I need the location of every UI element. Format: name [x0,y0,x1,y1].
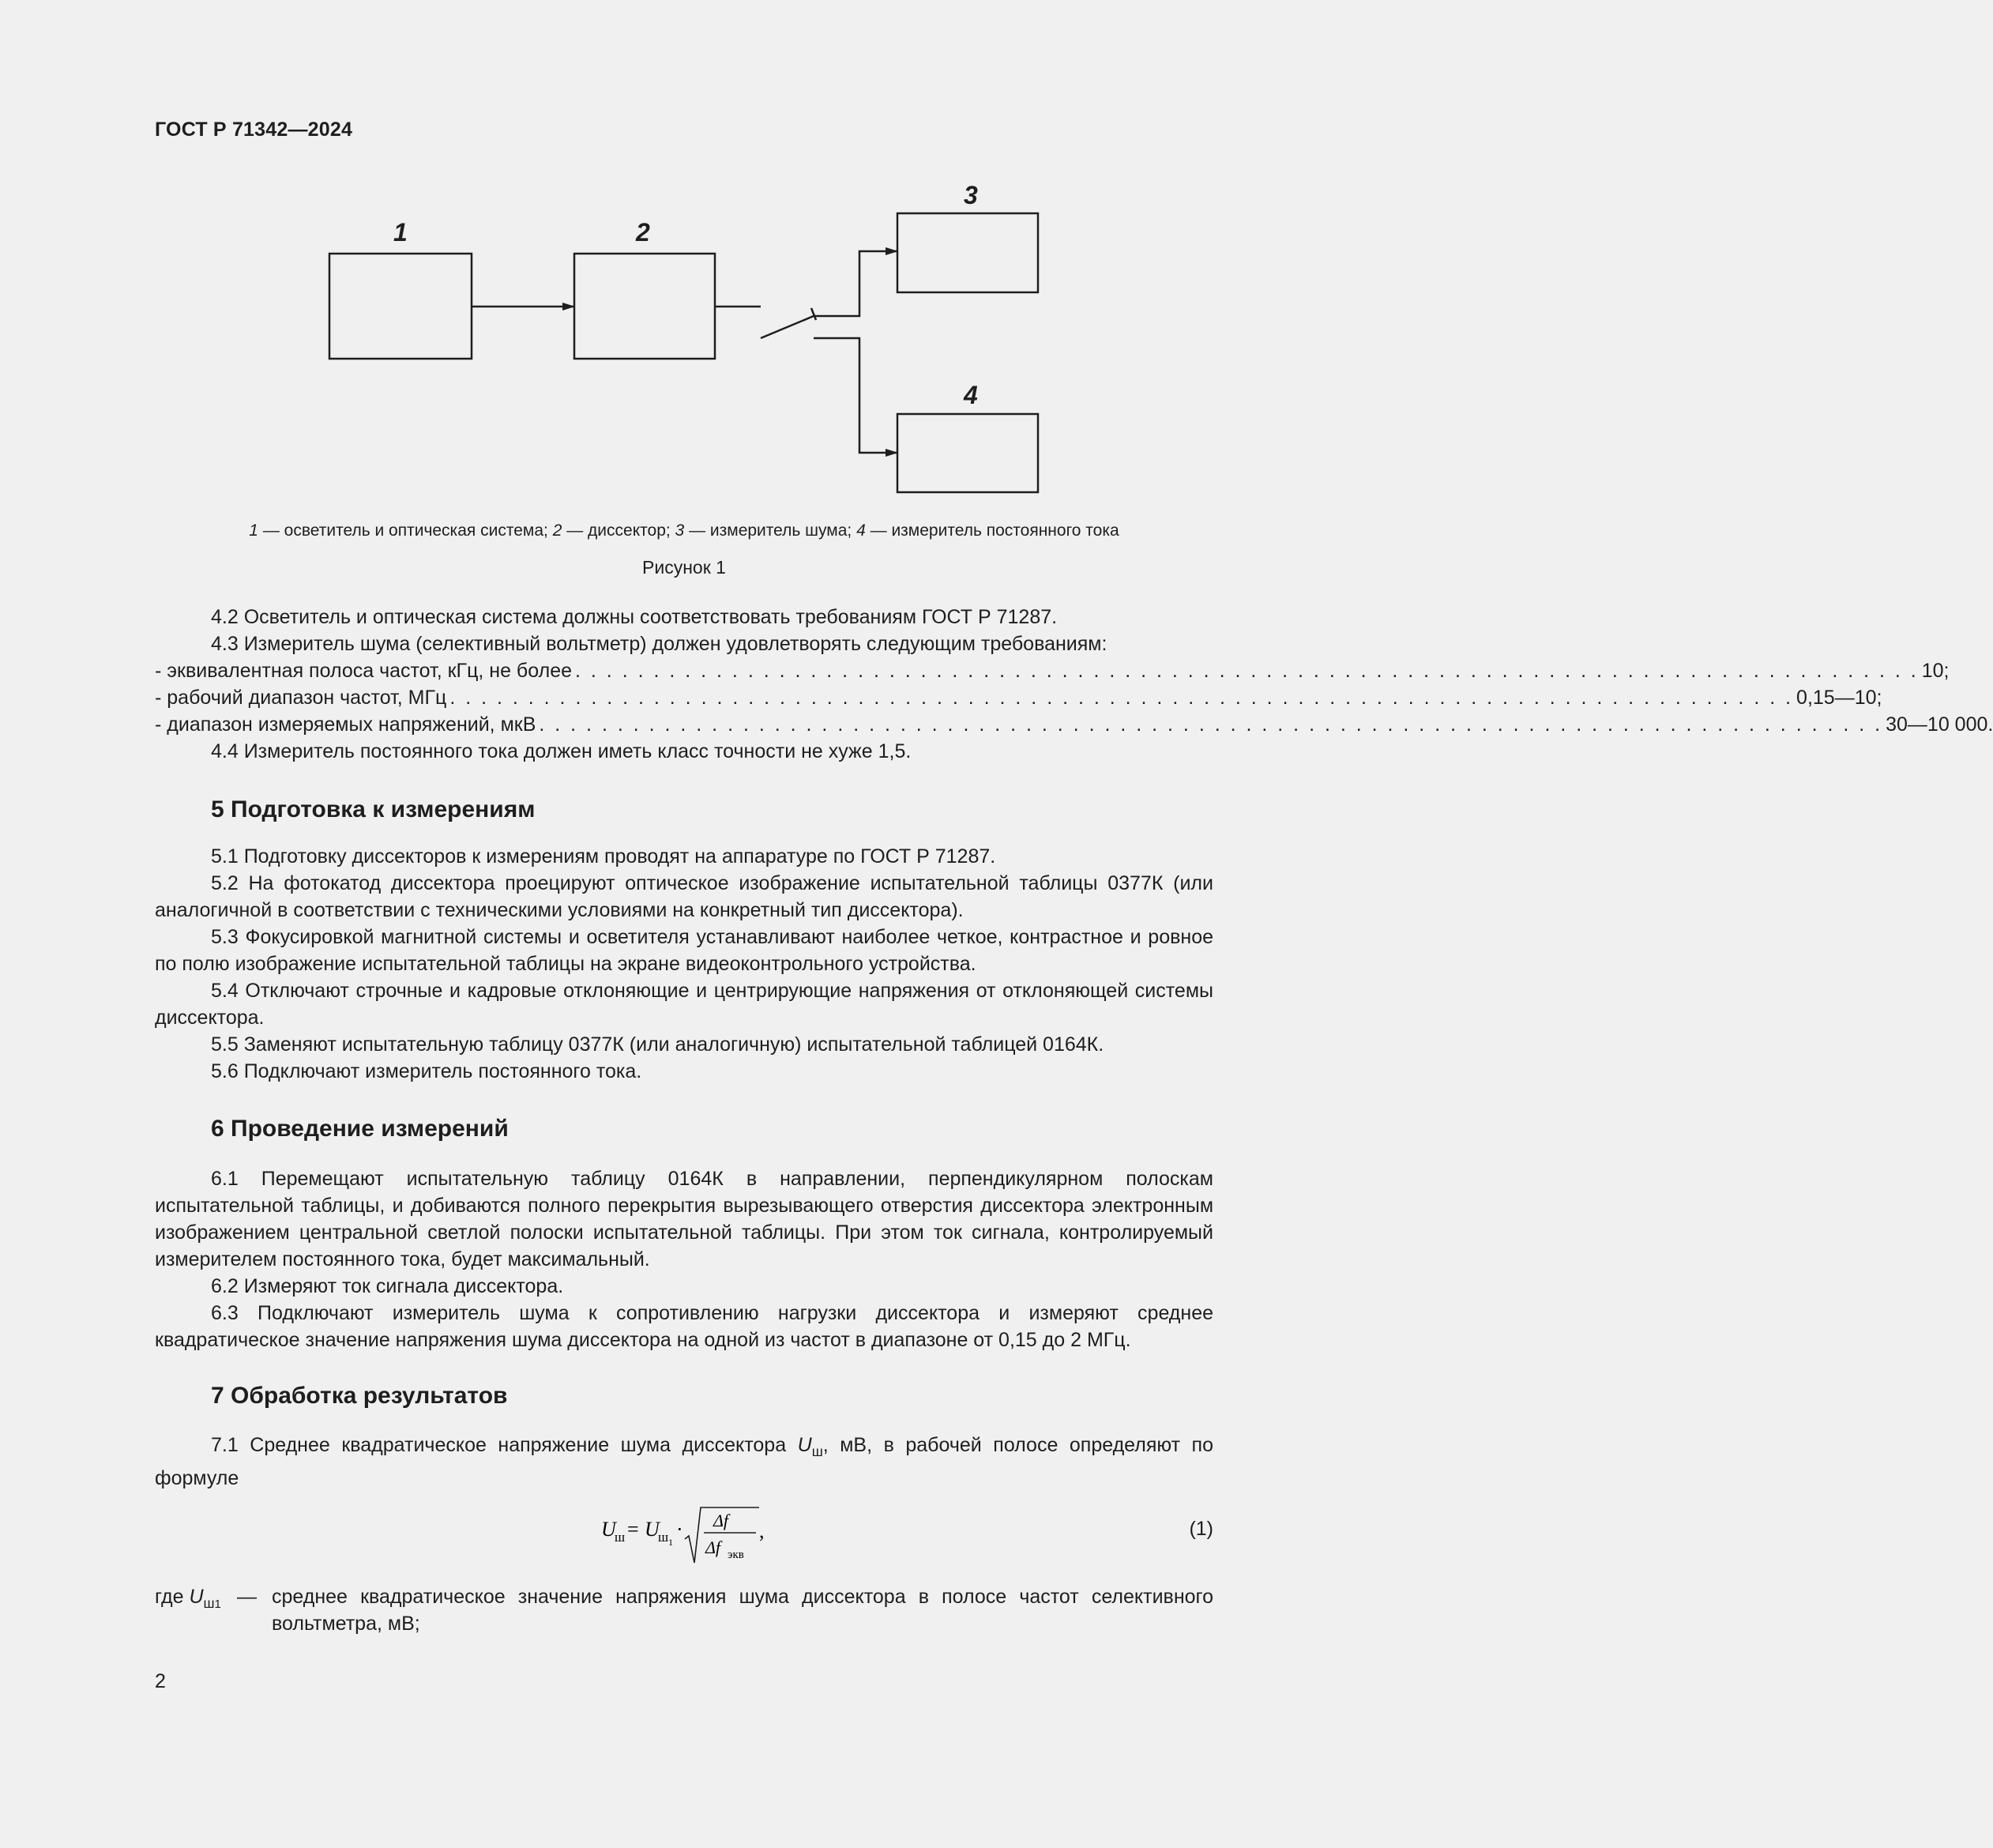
where-label: где [155,1586,190,1608]
section-6-body [155,1165,1213,1353]
section-7 [155,1383,1213,1410]
para-5-5: 5.5 Заменяют испытательную таблицу 0377К (или аналогичную) испытательной таблицей 0164К. [211,1033,1104,1056]
where-dash: — [237,1586,257,1608]
section-5 [155,796,1213,823]
section-7-title: 7 Обработка результатов [211,1383,508,1409]
formula-rhs-sub: ш [658,1530,669,1545]
switch-tick [811,308,816,320]
formula-svg [601,1504,783,1568]
para-7-1-text-a: 7.1 Среднее квадратическое напряжение шума диссектора [211,1434,798,1456]
block-3-noise-meter [897,213,1038,292]
formula-den-sub: экв [728,1549,744,1561]
block-3-number: 3 [964,181,978,209]
leader-dots: . . . . . . . . . . . . . . . . . . . . . . . . . . . . . . . . . . . . . . . . . . . . . . . . . . . . . . . . . . . . . . . . . . . . . . . . . . . . . . . . . . . . . . [449,687,1794,709]
formula-lhs: U [601,1518,616,1541]
leader-dots: . . . . . . . . . . . . . . . . . . . . . . . . . . . . . . . . . . . . . . . . . . . . . . . . . . . . . . . . . . . . . . . . . . . . . . . . . . . . . . . . . . . . . . [575,660,1919,682]
block-diagram [0,0,1307,553]
connector-switch-3 [814,251,897,316]
req-label-2: - рабочий диапазон частот, МГц [155,687,447,709]
legend-text-3: — измеритель шума; [684,521,857,540]
para-5-4: 5.4 Отключают строчные и кадровые отклоняющие и центрирующие напряжения от отклоняющей системы диссектора. [155,980,1213,1029]
section-4-body [155,604,1993,765]
formula-number: (1) [1189,1518,1213,1540]
where-sub: ш [203,1595,215,1611]
legend-num-1: 1 [249,521,258,540]
req-row-3 [155,711,1993,738]
figure-caption: Рисунок 1 [642,557,726,578]
para-4-2: 4.2 Осветитель и оптическая система должны соответствовать требованиям ГОСТ Р 71287. [211,606,1058,628]
para-5-3: 5.3 Фокусировкой магнитной системы и осветителя устанавливают наиболее четкое, контрастное и ровное по полю изображение испытательной таблицы на экране видеоконтрольного устройства. [155,926,1213,975]
block-2-number: 2 [636,218,650,247]
block-1-number: 1 [393,218,408,247]
where-subsub: 1 [214,1598,221,1611]
para-6-1: 6.1 Перемещают испытательную таблицу 0164К в направлении, перпендикулярном полоскам испытательной таблицы, и добиваются полного перекрытия вырезывающего отверстия диссектора электронным изображением центральной светлой полоски испытательной таблицы. При этом ток сигнала, контролируемый измерителем постоянного тока, будет максимальный. [155,1168,1213,1270]
block-1-illuminator [329,254,472,359]
block-4-number: 4 [964,381,978,409]
formula-expression [601,1504,783,1575]
where-definition [155,1583,1213,1637]
formula-rhs-subsub: 1 [668,1537,673,1548]
formula-tail: , [759,1519,765,1542]
req-value-3: 30—10 000. [1886,713,1993,736]
block-diagram-figure [0,0,1307,553]
para-6-2: 6.2 Измеряют ток сигнала диссектора. [211,1275,564,1297]
legend-num-2: 2 [552,521,562,540]
para-4-4: 4.4 Измеритель постоянного тока должен иметь класс точности не хуже 1,5. [211,740,912,762]
formula-1 [155,1492,1213,1568]
document-header: ГОСТ Р 71342—2024 [155,119,353,141]
req-row-2 [155,684,1882,711]
section-5-body [155,843,1213,1085]
para-6-3: 6.3 Подключают измеритель шума к сопротивлению нагрузки диссектора и измеряют среднее квадратическое значение напряжения шума диссектора на одной из частот в диапазоне от 0,15 до 2 МГц. [155,1302,1213,1351]
req-label-1: - эквивалентная полоса частот, кГц, не более [155,660,573,682]
page-number: 2 [155,1670,166,1692]
para-5-1: 5.1 Подготовку диссекторов к измерениям проводят на аппаратуре по ГОСТ Р 71287. [211,845,996,868]
req-value-1: 10; [1921,660,1950,682]
section-7-body [155,1432,1213,1637]
figure-legend [155,521,1213,540]
formula-rhs: U [645,1518,660,1541]
connector-switch-4 [814,338,897,453]
para-5-2: 5.2 На фотокатод диссектора проецируют оптическое изображение испытательной таблицы 0377К (или аналогичной в соответствии с техническими условиями на конкретный тип диссектора). [155,872,1213,921]
where-text: среднее квадратическое значение напряжения шума диссектора в полосе частот селективного вольтметра, мВ; [272,1586,1213,1635]
req-row-1 [155,657,1950,684]
formula-lhs-sub: ш [615,1530,626,1545]
symbol-sub: ш [811,1443,823,1459]
formula-den: Δf [705,1537,721,1557]
legend-text-2: — диссектор; [562,521,675,540]
para-7-1-text-b: , мВ, в рабочей полосе определяют по формуле [155,1434,1213,1489]
formula-num: Δf [713,1511,729,1530]
legend-num-3: 3 [675,521,685,540]
legend-text-1: — осветитель и оптическая система; [258,521,553,540]
para-4-3: 4.3 Измеритель шума (селективный вольтметр) должен удовлетворять следующим требованиям: [211,633,1107,655]
where-u: U [189,1586,204,1608]
para-5-6: 5.6 Подключают измеритель постоянного тока. [211,1060,642,1082]
block-4-dc-meter [897,414,1038,492]
switch-blade [761,316,814,338]
section-6 [155,1116,1213,1142]
formula-eq: = [627,1518,639,1541]
leader-dots: . . . . . . . . . . . . . . . . . . . . . . . . . . . . . . . . . . . . . . . . . . . . . . . . . . . . . . . . . . . . . . . . . . . . . . . . . . . . . . . . . . . . . . [539,713,1883,736]
section-5-title: 5 Подготовка к измерениям [211,796,536,822]
section-6-title: 6 Проведение измерений [211,1116,509,1142]
legend-num-4: 4 [856,521,866,540]
para-7-1 [155,1432,1213,1492]
legend-text-4: — измеритель постоянного тока [865,521,1119,540]
req-value-2: 0,15—10; [1796,687,1882,709]
symbol-u: U [797,1434,812,1456]
formula-dot: · [676,1518,683,1541]
block-2-dissector [574,254,715,359]
req-label-3: - диапазон измеряемых напряжений, мкВ [155,713,536,736]
where-symbol [155,1583,237,1637]
